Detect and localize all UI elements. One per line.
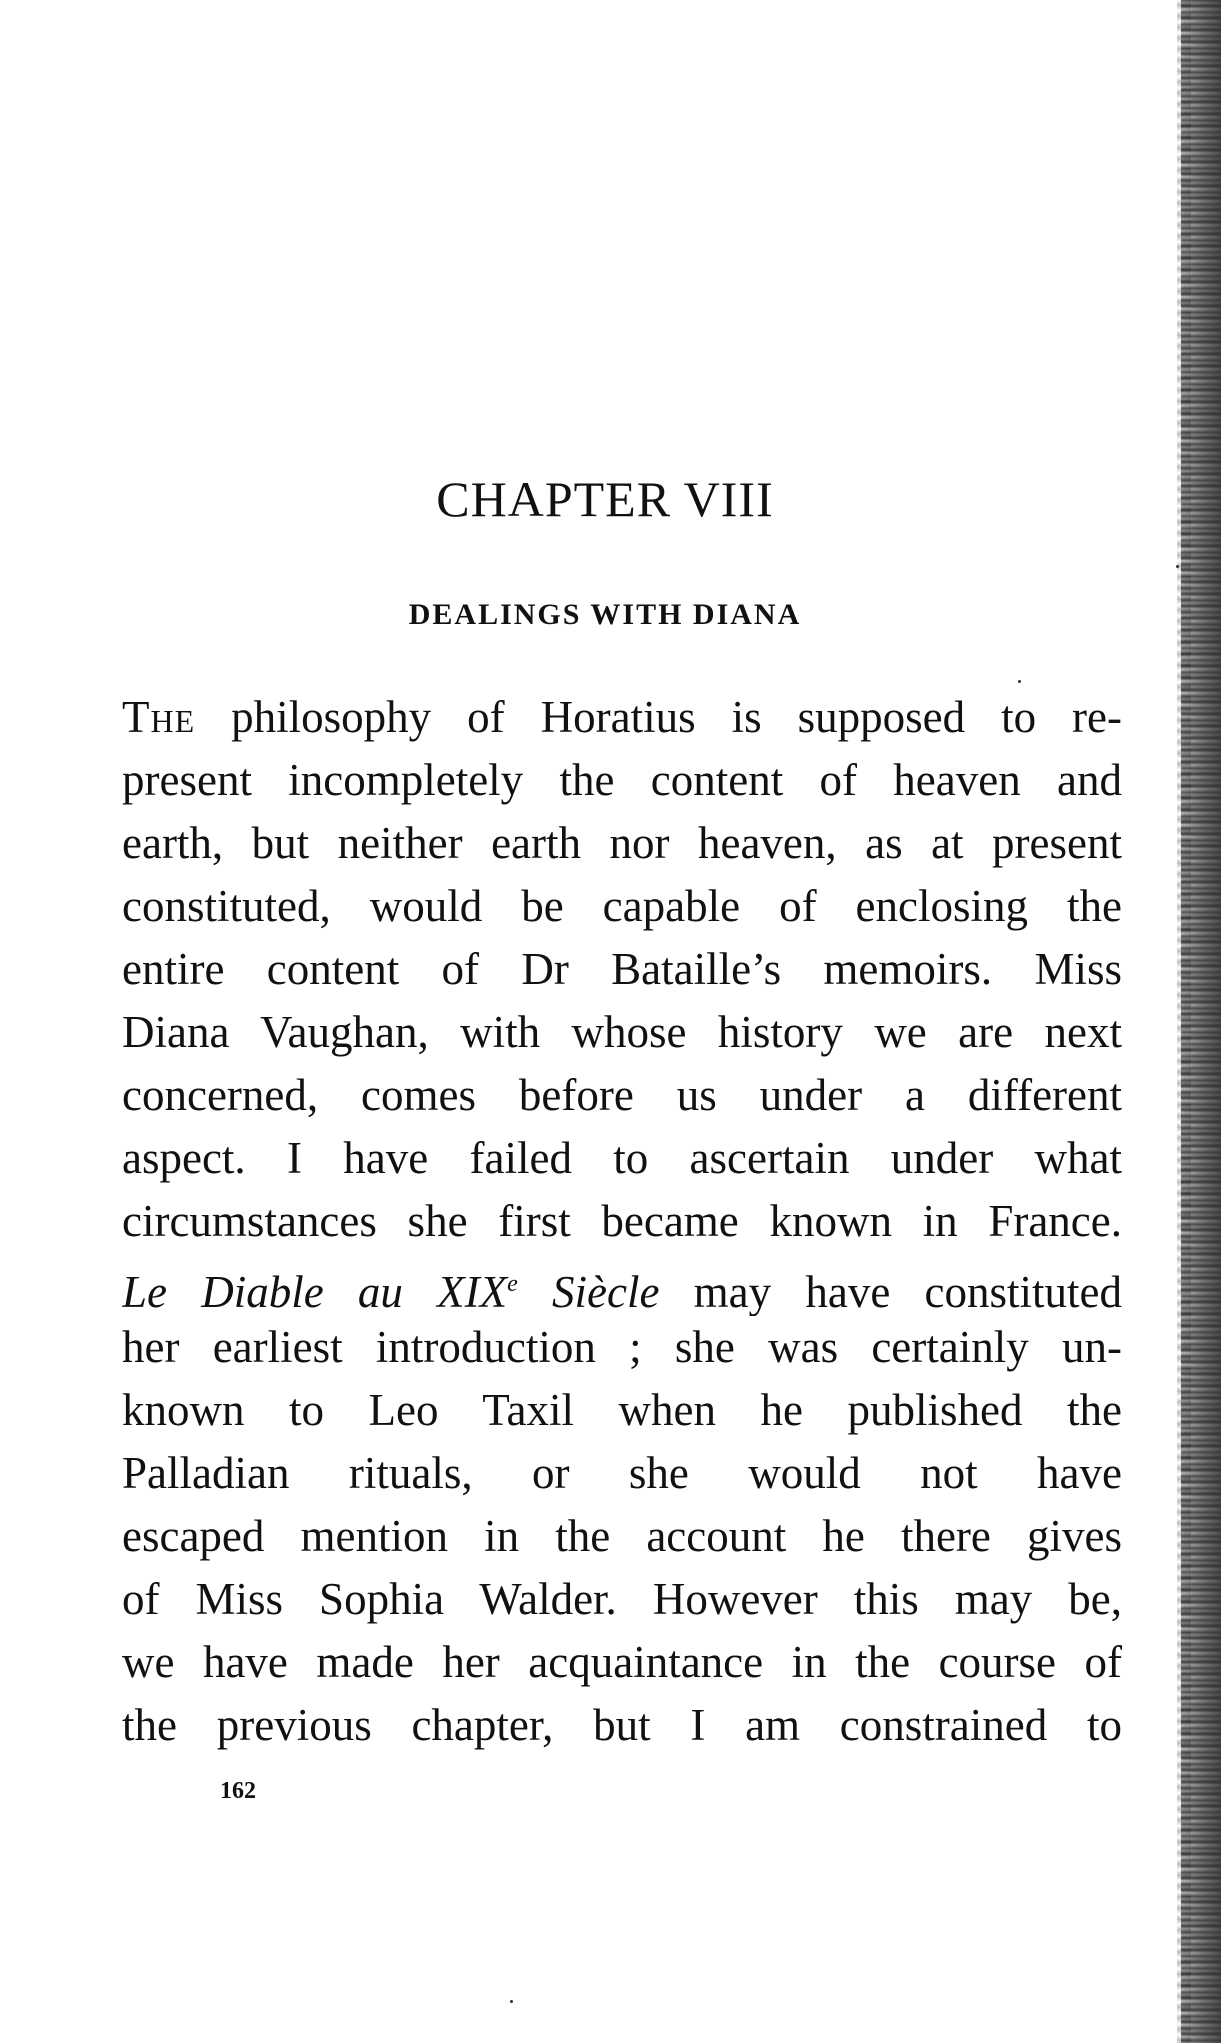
lead-word: The [122, 692, 196, 742]
text-line-12: known to Leo Taxil when he published the [122, 1385, 1122, 1435]
text-line-7: concerned, comes before us under a different [122, 1070, 1122, 1120]
text-line-13: Palladian rituals, or she would not have [122, 1448, 1122, 1498]
text-line-5: entire content of Dr Bataille’s memoirs. Miss [122, 944, 1122, 994]
chapter-title: CHAPTER VIII [436, 471, 774, 527]
text-line-8: aspect. I have failed to ascertain under what [122, 1133, 1122, 1183]
superscript: e [507, 1271, 518, 1297]
text-line-15: of Miss Sophia Walder. However this may be, [122, 1574, 1122, 1624]
text-line-11: her earliest introduction ; she was certainly un- [122, 1322, 1122, 1372]
text-line-6: Diana Vaughan, with whose history we are next [122, 1007, 1122, 1057]
text-line-2: present incompletely the content of heaven and [122, 755, 1122, 805]
scan-speck [1018, 680, 1021, 683]
page-number: 162 [220, 1778, 256, 1804]
scan-speck [510, 2000, 513, 2003]
text-line-16: we have made her acquaintance in the course of [122, 1637, 1122, 1687]
book-title-part-a: Le Diable au XIX [122, 1267, 508, 1316]
chapter-subtitle: DEALINGS WITH DIANA [408, 598, 802, 631]
line-text: may have constituted [659, 1267, 1122, 1316]
body-text [122, 686, 1122, 1757]
text-line-17: the previous chapter, but I am constrained to [122, 1700, 1122, 1750]
line-text: philosophy of Horatius is supposed to re- [195, 692, 1122, 742]
text-line-4: constituted, would be capable of enclosing the [122, 881, 1122, 931]
text-line-1 [122, 686, 1122, 749]
book-edge-texture [1177, 0, 1191, 2043]
text-line-14: escaped mention in the account he there gives [122, 1511, 1122, 1561]
scan-speck [1176, 565, 1179, 568]
text-line-10 [122, 1253, 1122, 1316]
text-line-3: earth, but neither earth nor heaven, as at present [122, 818, 1122, 868]
book-title-part-b: Siècle [517, 1267, 660, 1316]
text-line-9: circumstances she first became known in France. [122, 1196, 1122, 1246]
